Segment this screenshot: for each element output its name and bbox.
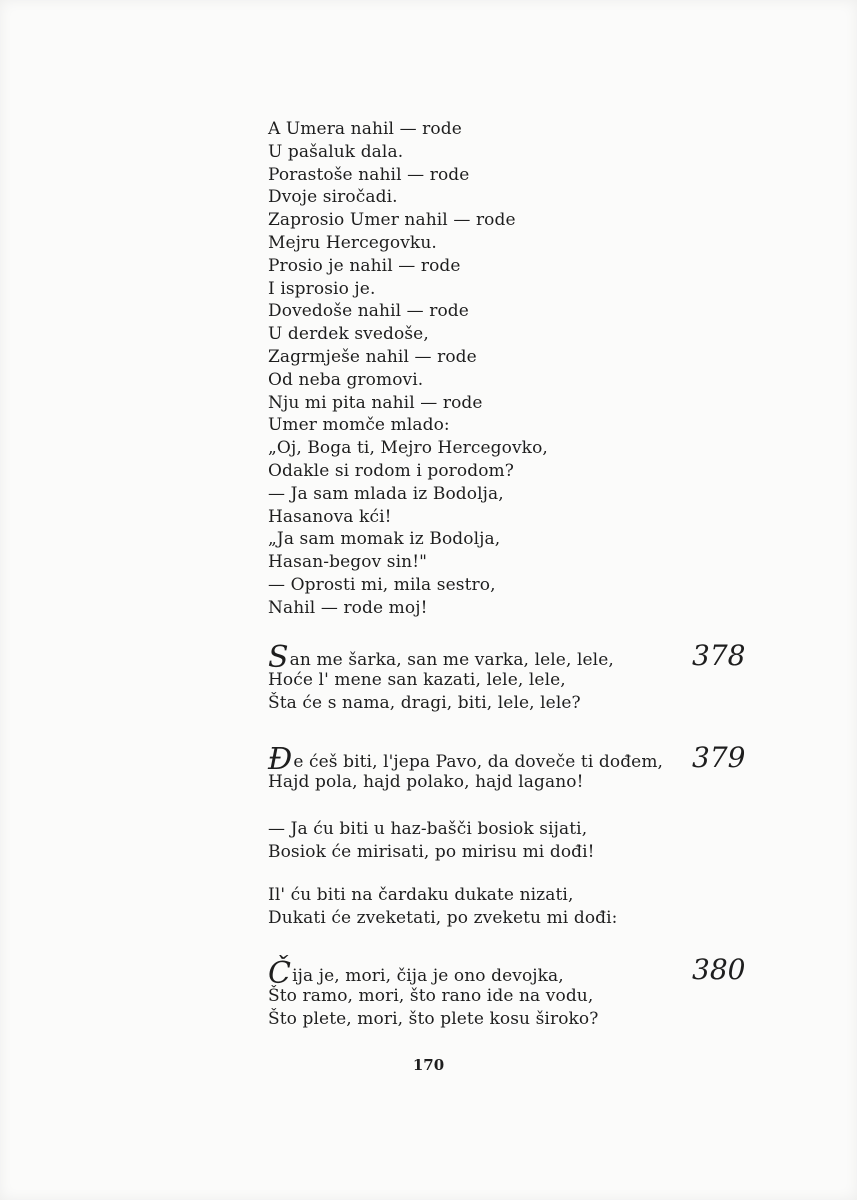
verse-line: Šta će s nama, dragi, biti, lele, lele? xyxy=(268,693,581,713)
verse-line: Bosiok će mirisati, po mirisu mi dođi! xyxy=(268,842,595,862)
verse-line: Odakle si rodom i porodom? xyxy=(268,460,514,481)
verse-line: Nahil — rode moj! xyxy=(268,597,428,618)
verse-line: „Ja sam momak iz Bodolja, xyxy=(268,529,501,550)
verse-line: Hasan-begov sin!" xyxy=(268,552,428,573)
drop-initial: S xyxy=(268,640,289,675)
verse-line: Mejru Hercegovku. xyxy=(268,232,437,253)
verse-line: U derdek svedoše, xyxy=(268,324,429,345)
verse-line: Hajd pola, hajd polako, hajd lagano! xyxy=(268,772,584,792)
song-379-stanza-3 xyxy=(268,884,618,930)
verse-line: Od neba gromovi. xyxy=(268,369,424,390)
verse-line: — Ja sam mlada iz Bodolja, xyxy=(268,483,504,504)
verse-line: Što ramo, mori, što rano ide na vodu, xyxy=(268,986,594,1006)
verse-line: Umer momče mlado: xyxy=(268,415,450,436)
song-380 xyxy=(268,956,599,1031)
drop-initial: Đ xyxy=(268,742,293,777)
verse-line: Nju mi pita nahil — rode xyxy=(268,392,483,413)
song-379-stanza-2 xyxy=(268,818,595,864)
page-number: 170 xyxy=(412,1056,445,1074)
verse-text: e ćeš biti, l'jepa Pavo, da doveče ti dođem, xyxy=(293,752,664,772)
verse-line: I isprosio je. xyxy=(268,278,376,299)
song-number: 379 xyxy=(692,741,746,774)
verse-line: — Ja ću biti u haz-bašči bosiok sijati, xyxy=(268,819,588,839)
verse-line: Zagrmješe nahil — rode xyxy=(268,346,477,367)
verse-line: Porastoše nahil — rode xyxy=(268,164,470,185)
verse-line: Hoće l' mene san kazati, lele, lele, xyxy=(268,670,566,690)
verse-text: ija je, mori, čija je ono devojka, xyxy=(292,966,564,986)
verse-line: A Umera nahil — rode xyxy=(268,119,462,139)
verse-line: Dovedoše nahil — rode xyxy=(268,301,469,322)
song-number: 380 xyxy=(692,953,746,986)
verse-line: Zaprosio Umer nahil — rode xyxy=(268,210,516,231)
verse-line: Dvoje siročadi. xyxy=(268,187,398,208)
verse-line-first xyxy=(268,956,598,991)
verse-line: Hasanova kći! xyxy=(268,506,392,527)
verse-line: „Oj, Boga ti, Mejro Hercegovko, xyxy=(268,438,548,459)
verse-line-first xyxy=(268,640,614,675)
verse-line-first xyxy=(268,742,664,777)
verse-line: — Oprosti mi, mila sestro, xyxy=(268,574,496,595)
verse-line: Dukati će zveketati, po zveketu mi dođi: xyxy=(268,908,618,928)
song-378 xyxy=(268,640,614,715)
verse-line: Il' ću biti na čardaku dukate nizati, xyxy=(268,885,574,905)
verse-text: an me šarka, san me varka, lele, lele, xyxy=(289,650,614,670)
drop-initial: Č xyxy=(268,956,292,991)
verse-line: Što plete, mori, što plete kosu široko? xyxy=(268,1009,599,1029)
song-number: 378 xyxy=(692,639,746,672)
verse-line: Prosio je nahil — rode xyxy=(268,255,461,276)
song-379 xyxy=(268,742,664,794)
poem-continuation xyxy=(268,118,548,620)
verse-line: U pašaluk dala. xyxy=(268,141,404,162)
